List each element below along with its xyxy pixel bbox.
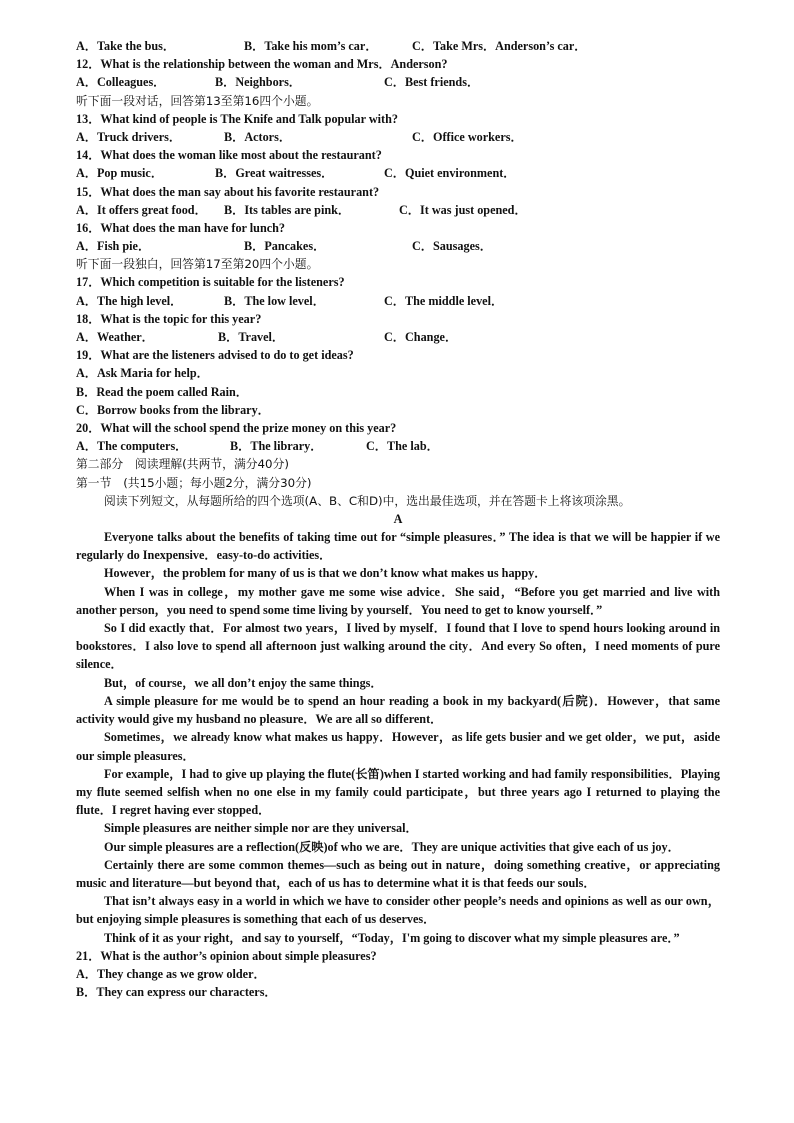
listening-note-13-16: 听下面一段对话，回答第13至第16四个小题。	[76, 93, 319, 108]
question-13-stem: 13．What kind of people is The Knife and Talk popular with?	[76, 111, 398, 126]
question-12-options	[76, 73, 720, 91]
option-b: B．Its tables are pink．	[224, 202, 351, 217]
passage-paragraph: So I did exactly that．For almost two years，I lived by myself．I found that I love to spend hours looking around in bookstores．I also love to spend all afternoon just walking around the city．And every So often，I need moments of pure silence．	[76, 621, 720, 672]
passage-a	[76, 528, 720, 947]
option-b: B．Travel．	[218, 330, 285, 344]
part-2-title: 第二部分 阅读理解(共两节，满分40分)	[76, 457, 289, 472]
passage-paragraph: But，of course，we all don’t enjoy the same things．	[104, 675, 383, 690]
option-c: C．Take Mrs．Anderson’s car．	[412, 39, 587, 53]
option-c: C．Sausages．	[412, 239, 492, 254]
question-13-options	[76, 128, 720, 146]
option-c: C．Best friends．	[384, 75, 480, 90]
question-20-options	[76, 437, 720, 455]
option-c: C．The middle level．	[384, 293, 504, 308]
option-b: B．Great waitresses．	[215, 166, 334, 181]
option-a: A．Pop music．	[76, 166, 164, 181]
passage-paragraph: For example，I had to give up playing the flute(长笛)when I started working and had family responsibilities．Playing my flute seemed selfish when no one else in my family could participate，but three years ago I returned to playing the flute．I regret having ever stopped．	[76, 766, 720, 818]
question-18-stem: 18．What is the topic for this year?	[76, 311, 262, 326]
passage-paragraph: Our simple pleasures are a reflection(反映)of who we are．They are unique activities that give each of us joy．	[104, 839, 680, 854]
option-a: A．Fish pie．	[76, 239, 151, 254]
option-a: A．Weather．	[76, 330, 154, 344]
option-b: B．Neighbors．	[215, 75, 301, 90]
option-b: B．The low level．	[224, 293, 325, 308]
option-b: B．Pancakes．	[244, 239, 326, 254]
option-a: A．Take the bus．	[76, 39, 176, 53]
passage-paragraph: When I was in college，my mother gave me some wise advice．She said，“Before you get married and live with another person，you need to spend some time living by yourself．You need to get to know yourself．”	[76, 584, 720, 617]
question-15-stem: 15．What does the man say about his favorite restaurant?	[76, 184, 380, 199]
option-a: A．It offers great food．	[76, 202, 207, 217]
option-c: C．Office workers．	[412, 129, 523, 144]
option-a: A．Ask Maria for help．	[76, 366, 209, 381]
passage-paragraph: However，the problem for many of us is that we don’t know what makes us happy．	[104, 566, 547, 581]
question-20-stem: 20．What will the school spend the prize money on this year?	[76, 420, 397, 435]
option-c: C．It was just opened．	[399, 202, 527, 217]
reading-instructions: 阅读下列短文，从每题所给的四个选项(A、B、C和D)中，选出最佳选项，并在答题卡上将该项涂黑。	[104, 493, 631, 508]
passage-paragraph: A simple pleasure for me would be to spend an hour reading a book in my backyard(后院)．However，that same activity would give my husband no pleasure．We are all so different．	[76, 693, 720, 727]
exam-page	[76, 37, 720, 1001]
question-17-options	[76, 292, 720, 310]
option-b: B．The library．	[230, 439, 323, 454]
question-12-stem: 12．What is the relationship between the woman and Mrs．Anderson?	[76, 57, 448, 72]
option-b: B．Read the poem called Rain．	[76, 384, 248, 399]
question-15-options	[76, 201, 720, 219]
question-16-options	[76, 237, 720, 255]
option-c: C．Borrow books from the library．	[76, 402, 270, 417]
question-14-options	[76, 164, 720, 182]
option-a: A．The computers．	[76, 439, 188, 454]
passage-paragraph: Simple pleasures are neither simple nor are they universal．	[104, 821, 418, 836]
question-17-stem: 17．Which competition is suitable for the listeners?	[76, 275, 345, 290]
option-c: C．Change．	[384, 330, 458, 344]
question-11-options	[76, 37, 720, 55]
passage-paragraph: That isn’t always easy in a world in which we have to consider other people’s needs and opinions as well as our own，but enjoying simple pleasures is something that each of us deserves．	[76, 894, 720, 927]
question-16-stem: 16．What does the man have for lunch?	[76, 220, 286, 235]
question-19-stem: 19．What are the listeners advised to do to get ideas?	[76, 348, 354, 363]
passage-paragraph: Sometimes，we already know what makes us happy．However，as life gets busier and we get older，we put，aside our simple pleasures．	[76, 730, 720, 763]
passage-paragraph: Think of it as your right，and say to yourself，“Today，I'm going to discover what my simple pleasures are．”	[104, 930, 680, 945]
option-a: A．They change as we grow older．	[76, 966, 266, 981]
question-18-options	[76, 328, 720, 346]
option-a: A．Truck drivers．	[76, 129, 182, 144]
option-b: B．Actors．	[224, 129, 292, 144]
option-c: C．Quiet environment．	[384, 166, 516, 181]
option-a: A．Colleagues．	[76, 75, 166, 90]
option-a: A．The high level．	[76, 293, 183, 308]
passage-paragraph: Certainly there are some common themes—such as being out in nature，doing something creative，or appreciating music and literature—but beyond that，each of us has to determine what it is that feeds our souls．	[76, 857, 720, 890]
passage-label: A	[393, 511, 403, 526]
question-21-stem: 21．What is the author’s opinion about simple pleasures?	[76, 948, 377, 963]
option-c: C．The lab．	[366, 439, 439, 454]
question-14-stem: 14．What does the woman like most about the restaurant?	[76, 148, 382, 163]
listening-note-17-20: 听下面一段独白，回答第17至第20四个小题。	[76, 257, 319, 272]
section-1-title: 第一节 (共15小题；每小题2分，满分30分)	[76, 475, 312, 490]
passage-paragraph: Everyone talks about the benefits of taking time out for “simple pleasures．” The idea is that we will be happier if we regularly do Inexpensive．easy-to-do activities．	[76, 530, 720, 563]
option-b: B．Take his mom’s car．	[244, 39, 378, 53]
option-b: B．They can express our characters．	[76, 985, 277, 1000]
